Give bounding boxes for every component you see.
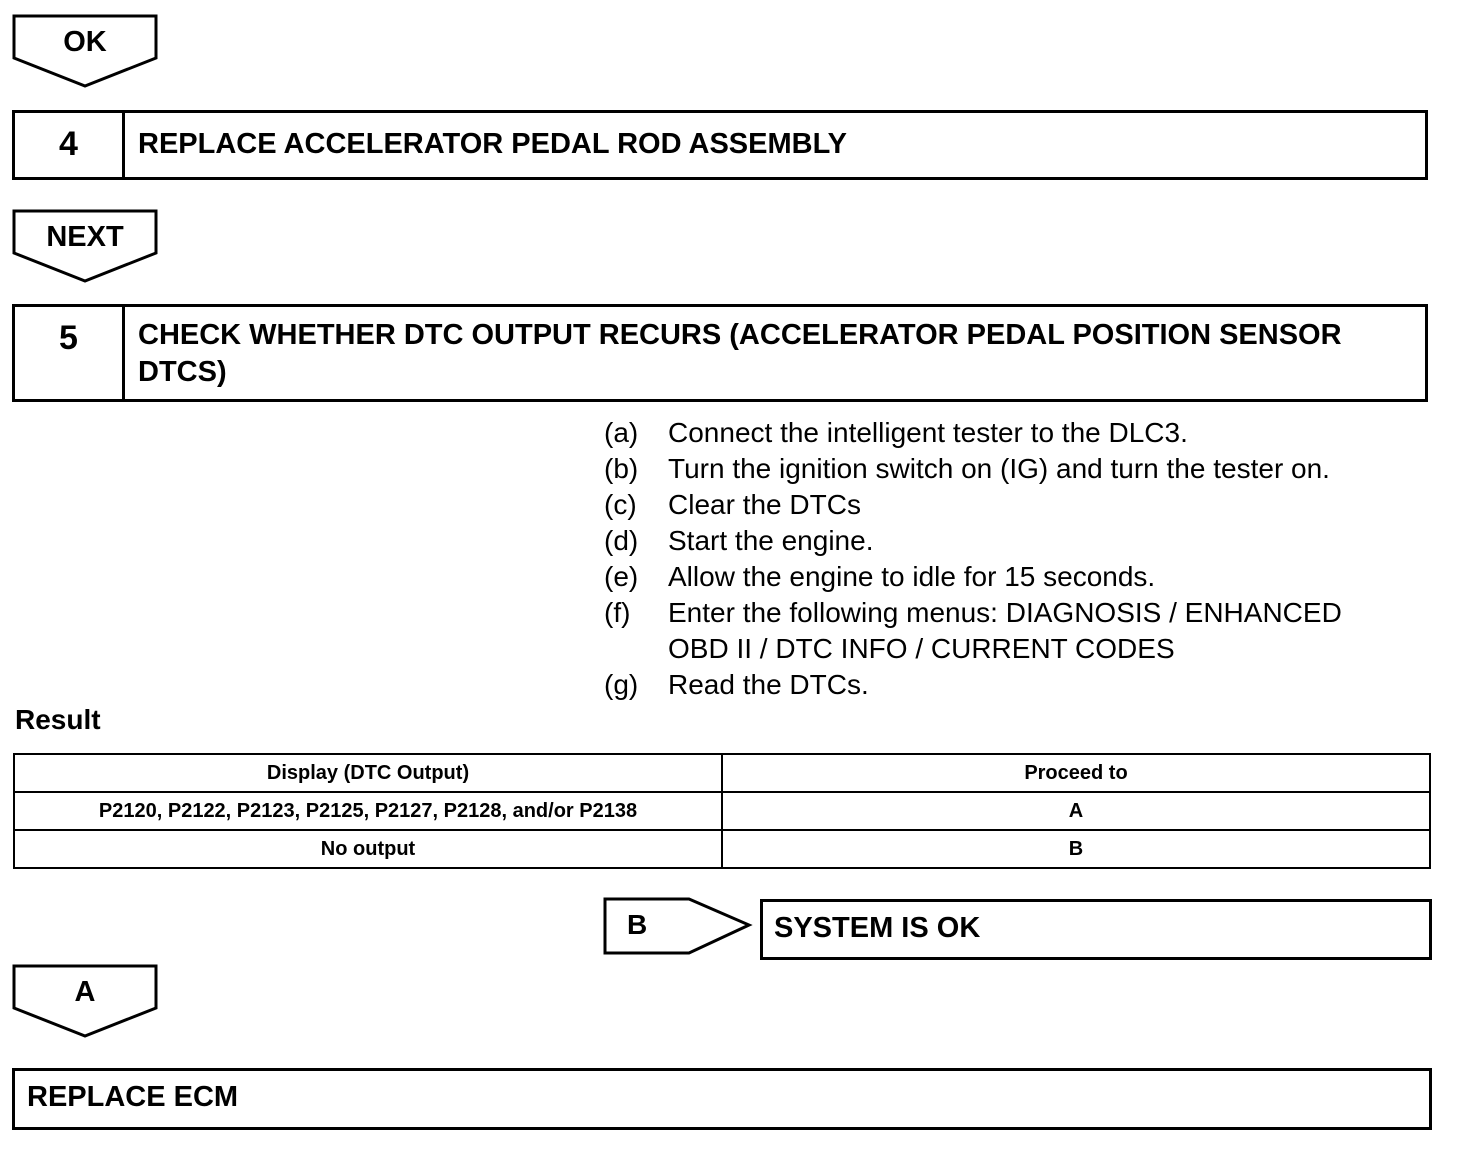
instruction-label: (c)	[604, 489, 637, 520]
instruction-list	[604, 415, 1424, 703]
b-label: B	[627, 909, 648, 940]
step-5-title-line2: DTCS)	[138, 356, 227, 388]
instruction-text: Clear the DTCs	[668, 489, 861, 520]
b-flow-arrow	[603, 897, 753, 955]
instruction-text: Start the engine.	[668, 525, 874, 556]
step-5-number: 5	[15, 307, 125, 399]
instruction-item	[604, 559, 1424, 595]
system-ok-box	[760, 899, 1432, 960]
table-cell: A	[722, 792, 1430, 830]
instruction-text-line2: OBD II / DTC INFO / CURRENT CODES	[668, 633, 1175, 664]
instruction-text-line1: Enter the following menus: DIAGNOSIS / ENHANCED	[668, 597, 1342, 628]
table-header-row	[14, 754, 1430, 792]
table-cell: No output	[14, 830, 722, 868]
instruction-item	[604, 487, 1424, 523]
system-ok-text: SYSTEM IS OK	[774, 912, 981, 944]
instruction-label: (g)	[604, 669, 639, 700]
instruction-text: Read the DTCs.	[668, 669, 869, 700]
instruction-item	[604, 415, 1424, 451]
replace-ecm-box	[12, 1068, 1432, 1130]
instruction-item	[604, 667, 1424, 703]
instruction-label: (f)	[604, 597, 631, 628]
table-cell: P2120, P2122, P2123, P2125, P2127, P2128, and/or P2138	[14, 792, 722, 830]
result-table	[13, 753, 1431, 869]
step-5-box	[12, 304, 1428, 402]
instruction-label: (a)	[604, 417, 639, 448]
ok-flow-arrow	[12, 14, 158, 88]
next-label: NEXT	[46, 221, 124, 253]
table-row	[14, 830, 1430, 868]
step-4-number: 4	[15, 113, 125, 177]
result-heading: Result	[15, 704, 101, 735]
column-header-proceed: Proceed to	[722, 754, 1430, 792]
ok-label: OK	[63, 26, 107, 58]
column-header-display: Display (DTC Output)	[14, 754, 722, 792]
instruction-item	[604, 451, 1424, 487]
instruction-text: Allow the engine to idle for 15 seconds.	[668, 561, 1156, 592]
instruction-item	[604, 595, 1424, 667]
table-row	[14, 792, 1430, 830]
table-cell: B	[722, 830, 1430, 868]
step-5-title-line1: CHECK WHETHER DTC OUTPUT RECURS (ACCELERATOR PEDAL POSITION SENSOR	[138, 319, 1342, 351]
instruction-label: (b)	[604, 453, 639, 484]
a-flow-arrow	[12, 964, 158, 1038]
step-4-box	[12, 110, 1428, 180]
step-4-title: REPLACE ACCELERATOR PEDAL ROD ASSEMBLY	[138, 128, 847, 160]
instruction-text: Connect the intelligent tester to the DLC3.	[668, 417, 1188, 448]
a-label: A	[74, 976, 96, 1008]
instruction-text: Turn the ignition switch on (IG) and turn the tester on.	[668, 453, 1330, 484]
instruction-item	[604, 523, 1424, 559]
next-flow-arrow	[12, 209, 158, 283]
replace-ecm-text: REPLACE ECM	[27, 1081, 239, 1113]
step-5-title	[138, 317, 1405, 391]
instruction-label: (e)	[604, 561, 639, 592]
instruction-label: (d)	[604, 525, 639, 556]
instruction-text	[668, 595, 1424, 667]
